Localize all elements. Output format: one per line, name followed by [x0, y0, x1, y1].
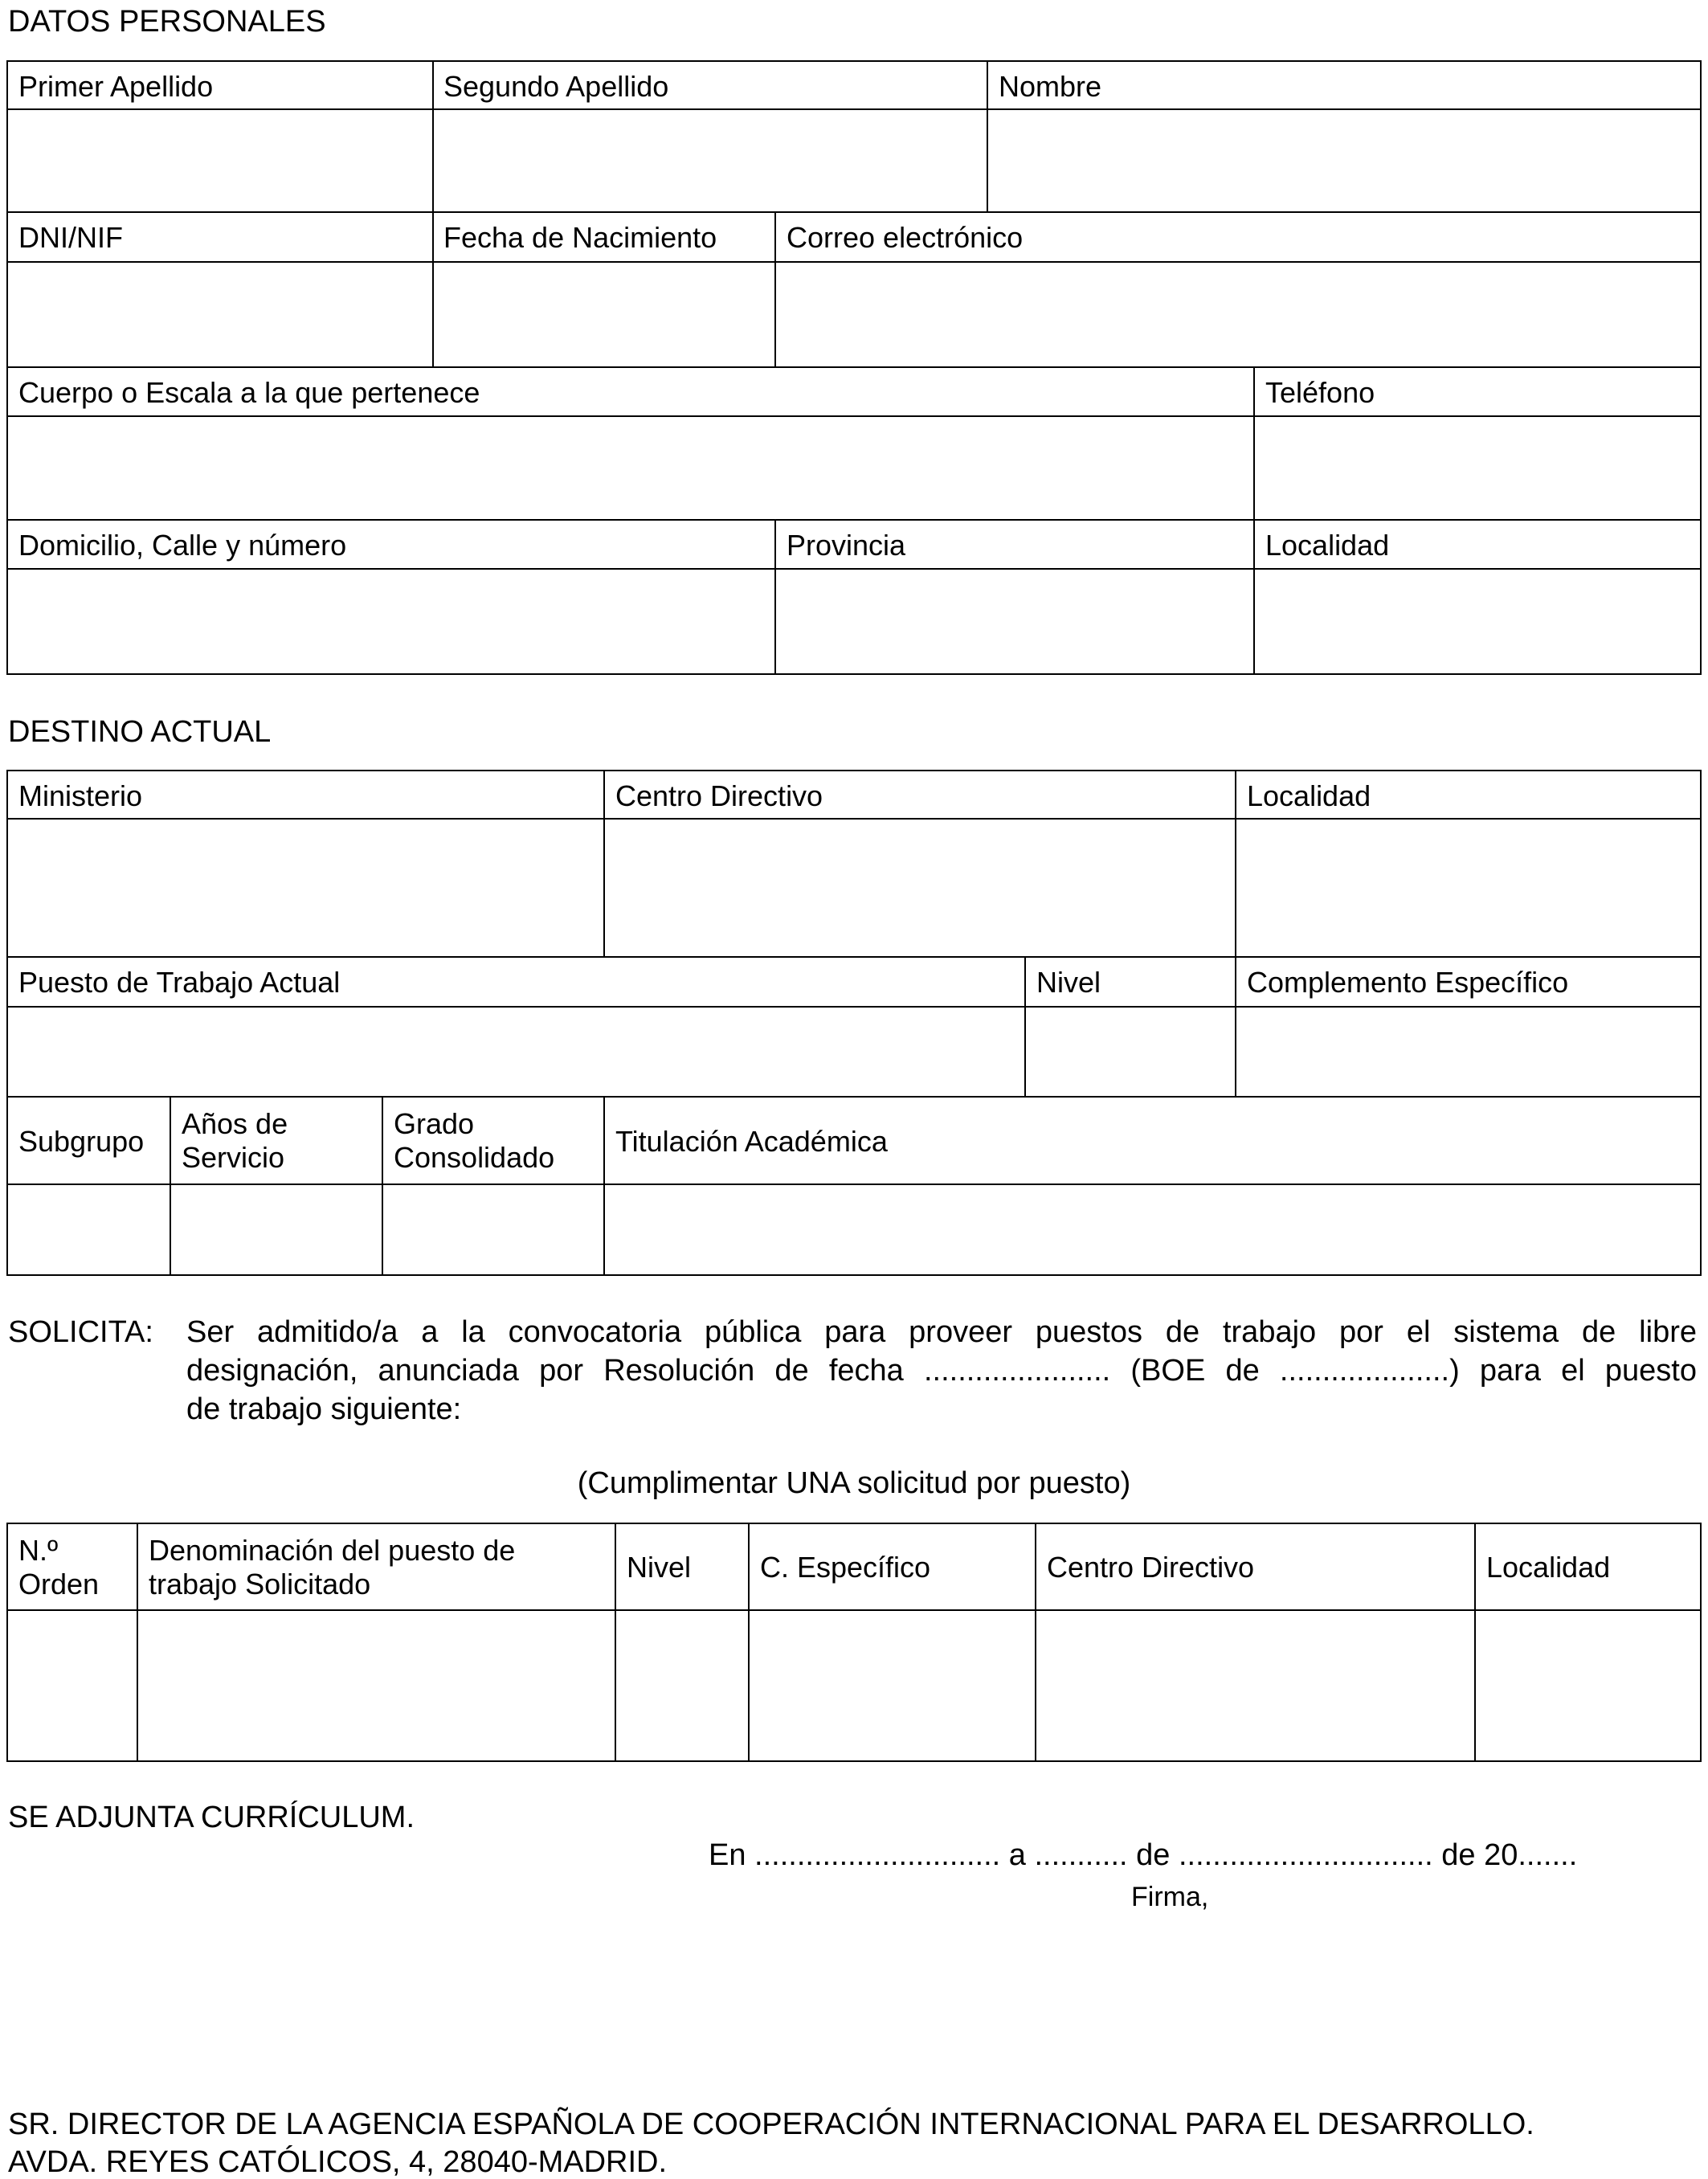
field-centro-directivo-solicitado[interactable]: [1036, 1611, 1474, 1760]
field-anos-servicio[interactable]: [171, 1185, 382, 1274]
label-segundo-apellido: Segundo Apellido: [443, 70, 669, 103]
field-telefono[interactable]: [1255, 417, 1700, 519]
label-localidad-solicitada: Localidad: [1486, 1551, 1611, 1584]
field-provincia[interactable]: [776, 570, 1253, 673]
label-correo-electronico: Correo electrónico: [787, 221, 1024, 254]
field-localidad-solicitada[interactable]: [1476, 1611, 1700, 1760]
field-subgrupo[interactable]: [8, 1185, 170, 1274]
adjunta-curriculum: SE ADJUNTA CURRÍCULUM.: [8, 1801, 415, 1834]
field-nivel[interactable]: [1026, 1008, 1235, 1096]
label-centro-directivo-solicitado: Centro Directivo: [1047, 1551, 1255, 1584]
field-denominacion-puesto[interactable]: [138, 1611, 615, 1760]
label-nivel-solicitado: Nivel: [627, 1551, 692, 1584]
field-nivel-solicitado[interactable]: [616, 1611, 748, 1760]
field-centro-directivo[interactable]: [605, 820, 1235, 956]
solicita-label: SOLICITA:: [8, 1315, 153, 1349]
field-numero-orden[interactable]: [8, 1611, 137, 1760]
field-localidad[interactable]: [1255, 570, 1700, 673]
label-primer-apellido: Primer Apellido: [18, 70, 214, 103]
label-subgrupo: Subgrupo: [18, 1125, 145, 1158]
label-fecha-nacimiento: Fecha de Nacimiento: [443, 221, 717, 254]
label-provincia: Provincia: [787, 529, 906, 562]
field-puesto-trabajo-actual[interactable]: [8, 1008, 1024, 1096]
label-grado-line1: Grado: [394, 1107, 475, 1140]
label-dni-nif: DNI/NIF: [18, 221, 123, 254]
label-numero-orden-line1: N.º: [18, 1534, 59, 1567]
label-telefono: Teléfono: [1265, 376, 1375, 409]
field-primer-apellido[interactable]: [8, 110, 432, 211]
destinatario: SR. DIRECTOR DE LA AGENCIA ESPAÑOLA DE COOPERACIÓN INTERNACIONAL PARA EL DESARROLLO.: [8, 2107, 1534, 2141]
solicita-line-1: Ser admitido/a a la convocatoria pública para proveer puestos de trabajo por el sistema de libre: [186, 1315, 1697, 1349]
field-localidad-destino[interactable]: [1236, 820, 1700, 956]
solicitud-note: (Cumplimentar UNA solicitud por puesto): [577, 1466, 1131, 1500]
label-grado-line2: Consolidado: [394, 1141, 555, 1174]
label-denominacion-line2: trabajo Solicitado: [149, 1568, 371, 1601]
field-grado-consolidado[interactable]: [383, 1185, 603, 1274]
lugar-fecha-line: En ............................. a ........... de .............................. de 20.......: [709, 1838, 1578, 1872]
label-domicilio: Domicilio, Calle y número: [18, 529, 347, 562]
field-dni-nif[interactable]: [8, 263, 432, 366]
field-complemento-especifico[interactable]: [1236, 1008, 1700, 1096]
section-title-datos-personales: DATOS PERSONALES: [8, 5, 326, 39]
section-title-destino-actual: DESTINO ACTUAL: [8, 715, 272, 749]
field-correo-electronico[interactable]: [776, 263, 1700, 366]
label-complemento-especifico: Complemento Específico: [1247, 966, 1569, 999]
label-centro-directivo: Centro Directivo: [615, 779, 823, 812]
label-nivel: Nivel: [1036, 966, 1101, 999]
label-nombre: Nombre: [999, 70, 1102, 103]
label-anos-servicio-line2: Servicio: [182, 1141, 285, 1174]
firma-label: Firma,: [1131, 1882, 1209, 1912]
field-fecha-nacimiento[interactable]: [434, 263, 774, 366]
field-cuerpo-escala[interactable]: [8, 417, 1253, 519]
field-segundo-apellido[interactable]: [434, 110, 987, 211]
label-titulacion-academica: Titulación Académica: [615, 1125, 888, 1158]
field-ministerio[interactable]: [8, 820, 603, 956]
label-localidad: Localidad: [1265, 529, 1390, 562]
field-nombre[interactable]: [988, 110, 1700, 211]
label-cuerpo-escala: Cuerpo o Escala a la que pertenece: [18, 376, 480, 409]
field-c-especifico[interactable]: [750, 1611, 1035, 1760]
field-titulacion-academica[interactable]: [605, 1185, 1700, 1274]
label-anos-servicio-line1: Años de: [182, 1107, 288, 1140]
label-ministerio: Ministerio: [18, 779, 143, 812]
direccion: AVDA. REYES CATÓLICOS, 4, 28040-MADRID.: [8, 2145, 668, 2179]
label-c-especifico: C. Específico: [760, 1551, 931, 1584]
label-localidad-destino: Localidad: [1247, 779, 1371, 812]
solicita-line-3: de trabajo siguiente:: [186, 1392, 462, 1426]
label-numero-orden-line2: Orden: [18, 1568, 100, 1601]
solicita-line-2: designación, anunciada por Resolución de fecha ...................... (BOE de ....................) para el puesto: [186, 1354, 1697, 1388]
field-domicilio[interactable]: [8, 570, 774, 673]
label-denominacion-line1: Denominación del puesto de: [149, 1534, 516, 1567]
label-puesto-trabajo-actual: Puesto de Trabajo Actual: [18, 966, 341, 999]
